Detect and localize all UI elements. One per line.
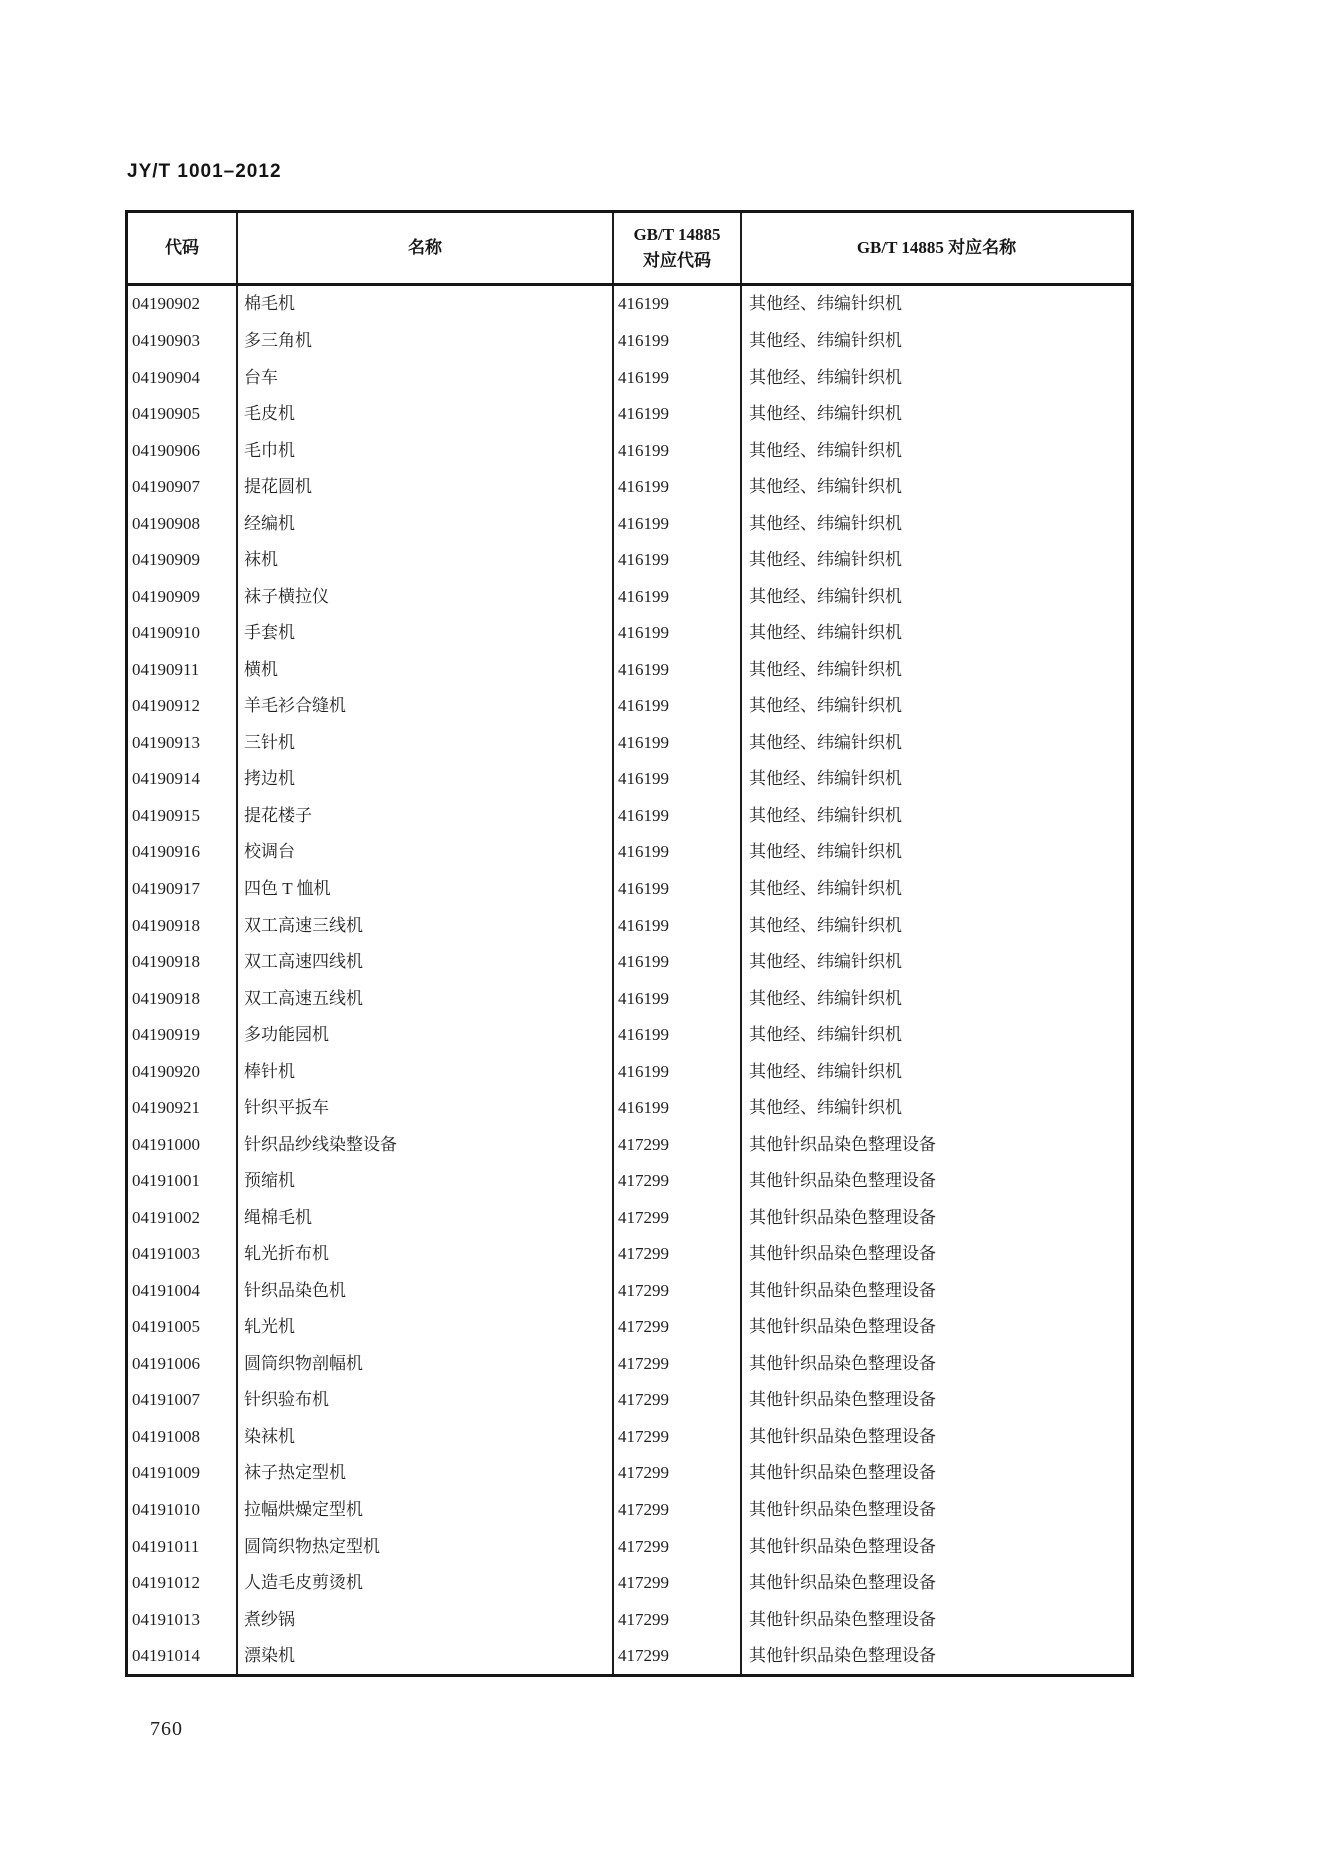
gbt-name-cell: 其他针织品染色整理设备 bbox=[749, 1463, 936, 1483]
name-cell: 针织平扳车 bbox=[238, 1090, 614, 1127]
code-cell: 04190904 bbox=[128, 359, 238, 396]
gbt-name-cell: 其他经、纬编针织机 bbox=[749, 477, 902, 497]
doc-number: JY/T 1001–2012 bbox=[127, 161, 282, 182]
table-row bbox=[128, 323, 1131, 360]
table-row bbox=[128, 797, 1131, 834]
gbt-name-cell: 其他经、纬编针织机 bbox=[749, 1061, 902, 1081]
table-row bbox=[128, 542, 1131, 579]
code-cell: 04190915 bbox=[128, 797, 238, 834]
table-row bbox=[128, 944, 1131, 981]
gbt-name-cell: 其他经、纬编针织机 bbox=[749, 367, 902, 387]
name-cell: 煮纱锅 bbox=[238, 1601, 614, 1638]
table-row bbox=[128, 1017, 1131, 1054]
code-cell: 04190919 bbox=[128, 1017, 238, 1054]
table-row bbox=[128, 396, 1131, 433]
table-row bbox=[128, 1601, 1131, 1638]
gbt-name-cell: 其他针织品染色整理设备 bbox=[749, 1536, 936, 1556]
gbt-code-cell: 417299 bbox=[614, 1345, 742, 1382]
code-cell: 04191003 bbox=[128, 1236, 238, 1273]
gbt-code-cell: 416199 bbox=[614, 651, 742, 688]
code-cell: 04191014 bbox=[128, 1638, 238, 1675]
code-cell: 04190913 bbox=[128, 724, 238, 761]
gbt-name-cell: 其他经、纬编针织机 bbox=[749, 842, 902, 862]
gbt-code-cell: 416199 bbox=[614, 871, 742, 908]
code-mapping-table bbox=[125, 210, 1134, 1677]
table-row bbox=[128, 724, 1131, 761]
name-cell: 横机 bbox=[238, 651, 614, 688]
gbt-name-cell: 其他针织品染色整理设备 bbox=[749, 1609, 936, 1629]
header-gbt-name: GB/T 14885 对应名称 bbox=[856, 238, 1017, 258]
gbt-code-cell: 417299 bbox=[614, 1272, 742, 1309]
header-name: 名称 bbox=[238, 213, 614, 283]
gbt-name-cell: 其他经、纬编针织机 bbox=[749, 331, 902, 351]
table-row bbox=[128, 1418, 1131, 1455]
name-cell: 针织品纱线染整设备 bbox=[238, 1126, 614, 1163]
gbt-name-cell: 其他针织品染色整理设备 bbox=[749, 1573, 936, 1593]
gbt-name-cell: 其他针织品染色整理设备 bbox=[749, 1134, 936, 1154]
gbt-name-cell: 其他经、纬编针织机 bbox=[749, 659, 902, 679]
gbt-name-cell: 其他经、纬编针织机 bbox=[749, 623, 902, 643]
gbt-name-cell: 其他经、纬编针织机 bbox=[749, 769, 902, 789]
gbt-code-cell: 416199 bbox=[614, 1017, 742, 1054]
code-cell: 04190918 bbox=[128, 907, 238, 944]
header-gbt-code-line2: 对应代码 bbox=[643, 251, 711, 270]
gbt-code-cell: 417299 bbox=[614, 1382, 742, 1419]
table-row bbox=[128, 1382, 1131, 1419]
code-cell: 04191006 bbox=[128, 1345, 238, 1382]
name-cell: 拉幅烘燥定型机 bbox=[238, 1492, 614, 1529]
gbt-code-cell: 416199 bbox=[614, 907, 742, 944]
table-row bbox=[128, 1199, 1131, 1236]
gbt-name-cell: 其他经、纬编针织机 bbox=[749, 878, 902, 898]
table-row bbox=[128, 907, 1131, 944]
code-cell: 04190911 bbox=[128, 651, 238, 688]
table-row bbox=[128, 1528, 1131, 1565]
gbt-code-cell: 416199 bbox=[614, 688, 742, 725]
header-code: 代码 bbox=[128, 213, 238, 283]
name-cell: 四色 T 恤机 bbox=[238, 871, 614, 908]
code-cell: 04191007 bbox=[128, 1382, 238, 1419]
name-cell: 漂染机 bbox=[238, 1638, 614, 1675]
table-row bbox=[128, 505, 1131, 542]
code-cell: 04190920 bbox=[128, 1053, 238, 1090]
table-row bbox=[128, 1492, 1131, 1529]
name-cell: 轧光机 bbox=[238, 1309, 614, 1346]
code-cell: 04191004 bbox=[128, 1272, 238, 1309]
table-header-row bbox=[128, 213, 1131, 286]
code-cell: 04190921 bbox=[128, 1090, 238, 1127]
code-cell: 04190918 bbox=[128, 980, 238, 1017]
table-row bbox=[128, 651, 1131, 688]
gbt-name-cell: 其他针织品染色整理设备 bbox=[749, 1317, 936, 1337]
name-cell: 棒针机 bbox=[238, 1053, 614, 1090]
header-gbt-code-line1: GB/T 14885 bbox=[633, 225, 721, 244]
table-row bbox=[128, 834, 1131, 871]
name-cell: 提花楼子 bbox=[238, 797, 614, 834]
gbt-code-cell: 417299 bbox=[614, 1236, 742, 1273]
name-cell: 台车 bbox=[238, 359, 614, 396]
name-cell: 袜子横拉仪 bbox=[238, 578, 614, 615]
gbt-name-cell: 其他针织品染色整理设备 bbox=[749, 1244, 936, 1264]
table-row bbox=[128, 1163, 1131, 1200]
gbt-code-cell: 416199 bbox=[614, 505, 742, 542]
gbt-code-cell: 416199 bbox=[614, 542, 742, 579]
name-cell: 双工高速三线机 bbox=[238, 907, 614, 944]
code-cell: 04191005 bbox=[128, 1309, 238, 1346]
code-cell: 04190918 bbox=[128, 944, 238, 981]
name-cell: 绳棉毛机 bbox=[238, 1199, 614, 1236]
name-cell: 三针机 bbox=[238, 724, 614, 761]
gbt-code-cell: 416199 bbox=[614, 359, 742, 396]
gbt-name-cell: 其他经、纬编针织机 bbox=[749, 805, 902, 825]
gbt-name-cell: 其他针织品染色整理设备 bbox=[749, 1280, 936, 1300]
code-cell: 04191002 bbox=[128, 1199, 238, 1236]
table-row bbox=[128, 1345, 1131, 1382]
name-cell: 针织品染色机 bbox=[238, 1272, 614, 1309]
table-row bbox=[128, 432, 1131, 469]
table-row bbox=[128, 1272, 1131, 1309]
gbt-code-cell: 416199 bbox=[614, 944, 742, 981]
gbt-code-cell: 416199 bbox=[614, 396, 742, 433]
name-cell: 提花圆机 bbox=[238, 469, 614, 506]
page-number: 760 bbox=[150, 1718, 183, 1740]
code-cell: 04191013 bbox=[128, 1601, 238, 1638]
code-cell: 04190903 bbox=[128, 323, 238, 360]
gbt-code-cell: 416199 bbox=[614, 797, 742, 834]
name-cell: 圆筒织物剖幅机 bbox=[238, 1345, 614, 1382]
code-cell: 04190908 bbox=[128, 505, 238, 542]
code-cell: 04190907 bbox=[128, 469, 238, 506]
table-row bbox=[128, 761, 1131, 798]
table-row bbox=[128, 615, 1131, 652]
gbt-name-cell: 其他经、纬编针织机 bbox=[749, 732, 902, 752]
code-cell: 04190917 bbox=[128, 871, 238, 908]
gbt-code-cell: 416199 bbox=[614, 615, 742, 652]
gbt-code-cell: 417299 bbox=[614, 1528, 742, 1565]
code-cell: 04190909 bbox=[128, 542, 238, 579]
name-cell: 校调台 bbox=[238, 834, 614, 871]
gbt-name-cell: 其他经、纬编针织机 bbox=[749, 440, 902, 460]
gbt-name-cell: 其他经、纬编针织机 bbox=[749, 586, 902, 606]
name-cell: 双工高速四线机 bbox=[238, 944, 614, 981]
gbt-code-cell: 416199 bbox=[614, 1053, 742, 1090]
table-row bbox=[128, 980, 1131, 1017]
code-cell: 04190902 bbox=[128, 286, 238, 323]
gbt-code-cell: 417299 bbox=[614, 1199, 742, 1236]
table-row bbox=[128, 469, 1131, 506]
table-row bbox=[128, 286, 1131, 323]
code-cell: 04191000 bbox=[128, 1126, 238, 1163]
name-cell: 多三角机 bbox=[238, 323, 614, 360]
name-cell: 人造毛皮剪烫机 bbox=[238, 1565, 614, 1602]
table-row bbox=[128, 578, 1131, 615]
name-cell: 手套机 bbox=[238, 615, 614, 652]
table-row bbox=[128, 871, 1131, 908]
gbt-name-cell: 其他经、纬编针织机 bbox=[749, 513, 902, 533]
name-cell: 袜机 bbox=[238, 542, 614, 579]
name-cell: 多功能园机 bbox=[238, 1017, 614, 1054]
gbt-code-cell: 416199 bbox=[614, 469, 742, 506]
name-cell: 经编机 bbox=[238, 505, 614, 542]
gbt-name-cell: 其他针织品染色整理设备 bbox=[749, 1390, 936, 1410]
name-cell: 棉毛机 bbox=[238, 286, 614, 323]
table-row bbox=[128, 359, 1131, 396]
name-cell: 圆筒织物热定型机 bbox=[238, 1528, 614, 1565]
gbt-code-cell: 417299 bbox=[614, 1126, 742, 1163]
gbt-code-cell: 416199 bbox=[614, 578, 742, 615]
code-cell: 04191012 bbox=[128, 1565, 238, 1602]
table-row bbox=[128, 1638, 1131, 1675]
gbt-code-cell: 416199 bbox=[614, 980, 742, 1017]
table-row bbox=[128, 1565, 1131, 1602]
table-row bbox=[128, 1090, 1131, 1127]
name-cell: 针织验布机 bbox=[238, 1382, 614, 1419]
gbt-name-cell: 其他针织品染色整理设备 bbox=[749, 1171, 936, 1191]
code-cell: 04191011 bbox=[128, 1528, 238, 1565]
code-cell: 04190905 bbox=[128, 396, 238, 433]
gbt-name-cell: 其他针织品染色整理设备 bbox=[749, 1353, 936, 1373]
gbt-name-cell: 其他经、纬编针织机 bbox=[749, 952, 902, 972]
gbt-name-cell: 其他针织品染色整理设备 bbox=[749, 1646, 936, 1666]
gbt-name-cell: 其他经、纬编针织机 bbox=[749, 988, 902, 1008]
gbt-code-cell: 417299 bbox=[614, 1418, 742, 1455]
name-cell: 羊毛衫合缝机 bbox=[238, 688, 614, 725]
gbt-name-cell: 其他经、纬编针织机 bbox=[749, 1098, 902, 1118]
gbt-code-cell: 416199 bbox=[614, 1090, 742, 1127]
name-cell: 染袜机 bbox=[238, 1418, 614, 1455]
gbt-code-cell: 417299 bbox=[614, 1455, 742, 1492]
gbt-name-cell: 其他针织品染色整理设备 bbox=[749, 1500, 936, 1520]
gbt-name-cell: 其他针织品染色整理设备 bbox=[749, 1207, 936, 1227]
gbt-name-cell: 其他经、纬编针织机 bbox=[749, 550, 902, 570]
gbt-name-cell: 其他经、纬编针织机 bbox=[749, 1025, 902, 1045]
gbt-code-cell: 417299 bbox=[614, 1601, 742, 1638]
code-cell: 04191010 bbox=[128, 1492, 238, 1529]
gbt-name-cell: 其他经、纬编针织机 bbox=[749, 915, 902, 935]
name-cell: 拷边机 bbox=[238, 761, 614, 798]
gbt-code-cell: 416199 bbox=[614, 323, 742, 360]
gbt-code-cell: 416199 bbox=[614, 834, 742, 871]
gbt-name-cell: 其他经、纬编针织机 bbox=[749, 696, 902, 716]
name-cell: 毛皮机 bbox=[238, 396, 614, 433]
table-body bbox=[128, 286, 1131, 1674]
gbt-code-cell: 416199 bbox=[614, 761, 742, 798]
gbt-name-cell: 其他经、纬编针织机 bbox=[749, 294, 902, 314]
gbt-code-cell: 416199 bbox=[614, 432, 742, 469]
code-cell: 04191001 bbox=[128, 1163, 238, 1200]
gbt-name-cell: 其他经、纬编针织机 bbox=[749, 404, 902, 424]
table-row bbox=[128, 1455, 1131, 1492]
gbt-code-cell: 417299 bbox=[614, 1638, 742, 1675]
header-gbt-code bbox=[614, 213, 742, 283]
table-row bbox=[128, 688, 1131, 725]
code-cell: 04191009 bbox=[128, 1455, 238, 1492]
gbt-code-cell: 417299 bbox=[614, 1309, 742, 1346]
name-cell: 轧光折布机 bbox=[238, 1236, 614, 1273]
gbt-code-cell: 417299 bbox=[614, 1492, 742, 1529]
gbt-name-cell: 其他针织品染色整理设备 bbox=[749, 1426, 936, 1446]
gbt-code-cell: 417299 bbox=[614, 1565, 742, 1602]
gbt-code-cell: 417299 bbox=[614, 1163, 742, 1200]
name-cell: 预缩机 bbox=[238, 1163, 614, 1200]
code-cell: 04190916 bbox=[128, 834, 238, 871]
table-row bbox=[128, 1236, 1131, 1273]
code-cell: 04190906 bbox=[128, 432, 238, 469]
gbt-code-cell: 416199 bbox=[614, 724, 742, 761]
name-cell: 毛巾机 bbox=[238, 432, 614, 469]
code-cell: 04190909 bbox=[128, 578, 238, 615]
table-row bbox=[128, 1309, 1131, 1346]
name-cell: 袜子热定型机 bbox=[238, 1455, 614, 1492]
gbt-code-cell: 416199 bbox=[614, 286, 742, 323]
code-cell: 04190912 bbox=[128, 688, 238, 725]
code-cell: 04191008 bbox=[128, 1418, 238, 1455]
code-cell: 04190910 bbox=[128, 615, 238, 652]
table-row bbox=[128, 1053, 1131, 1090]
name-cell: 双工高速五线机 bbox=[238, 980, 614, 1017]
table-row bbox=[128, 1126, 1131, 1163]
code-cell: 04190914 bbox=[128, 761, 238, 798]
